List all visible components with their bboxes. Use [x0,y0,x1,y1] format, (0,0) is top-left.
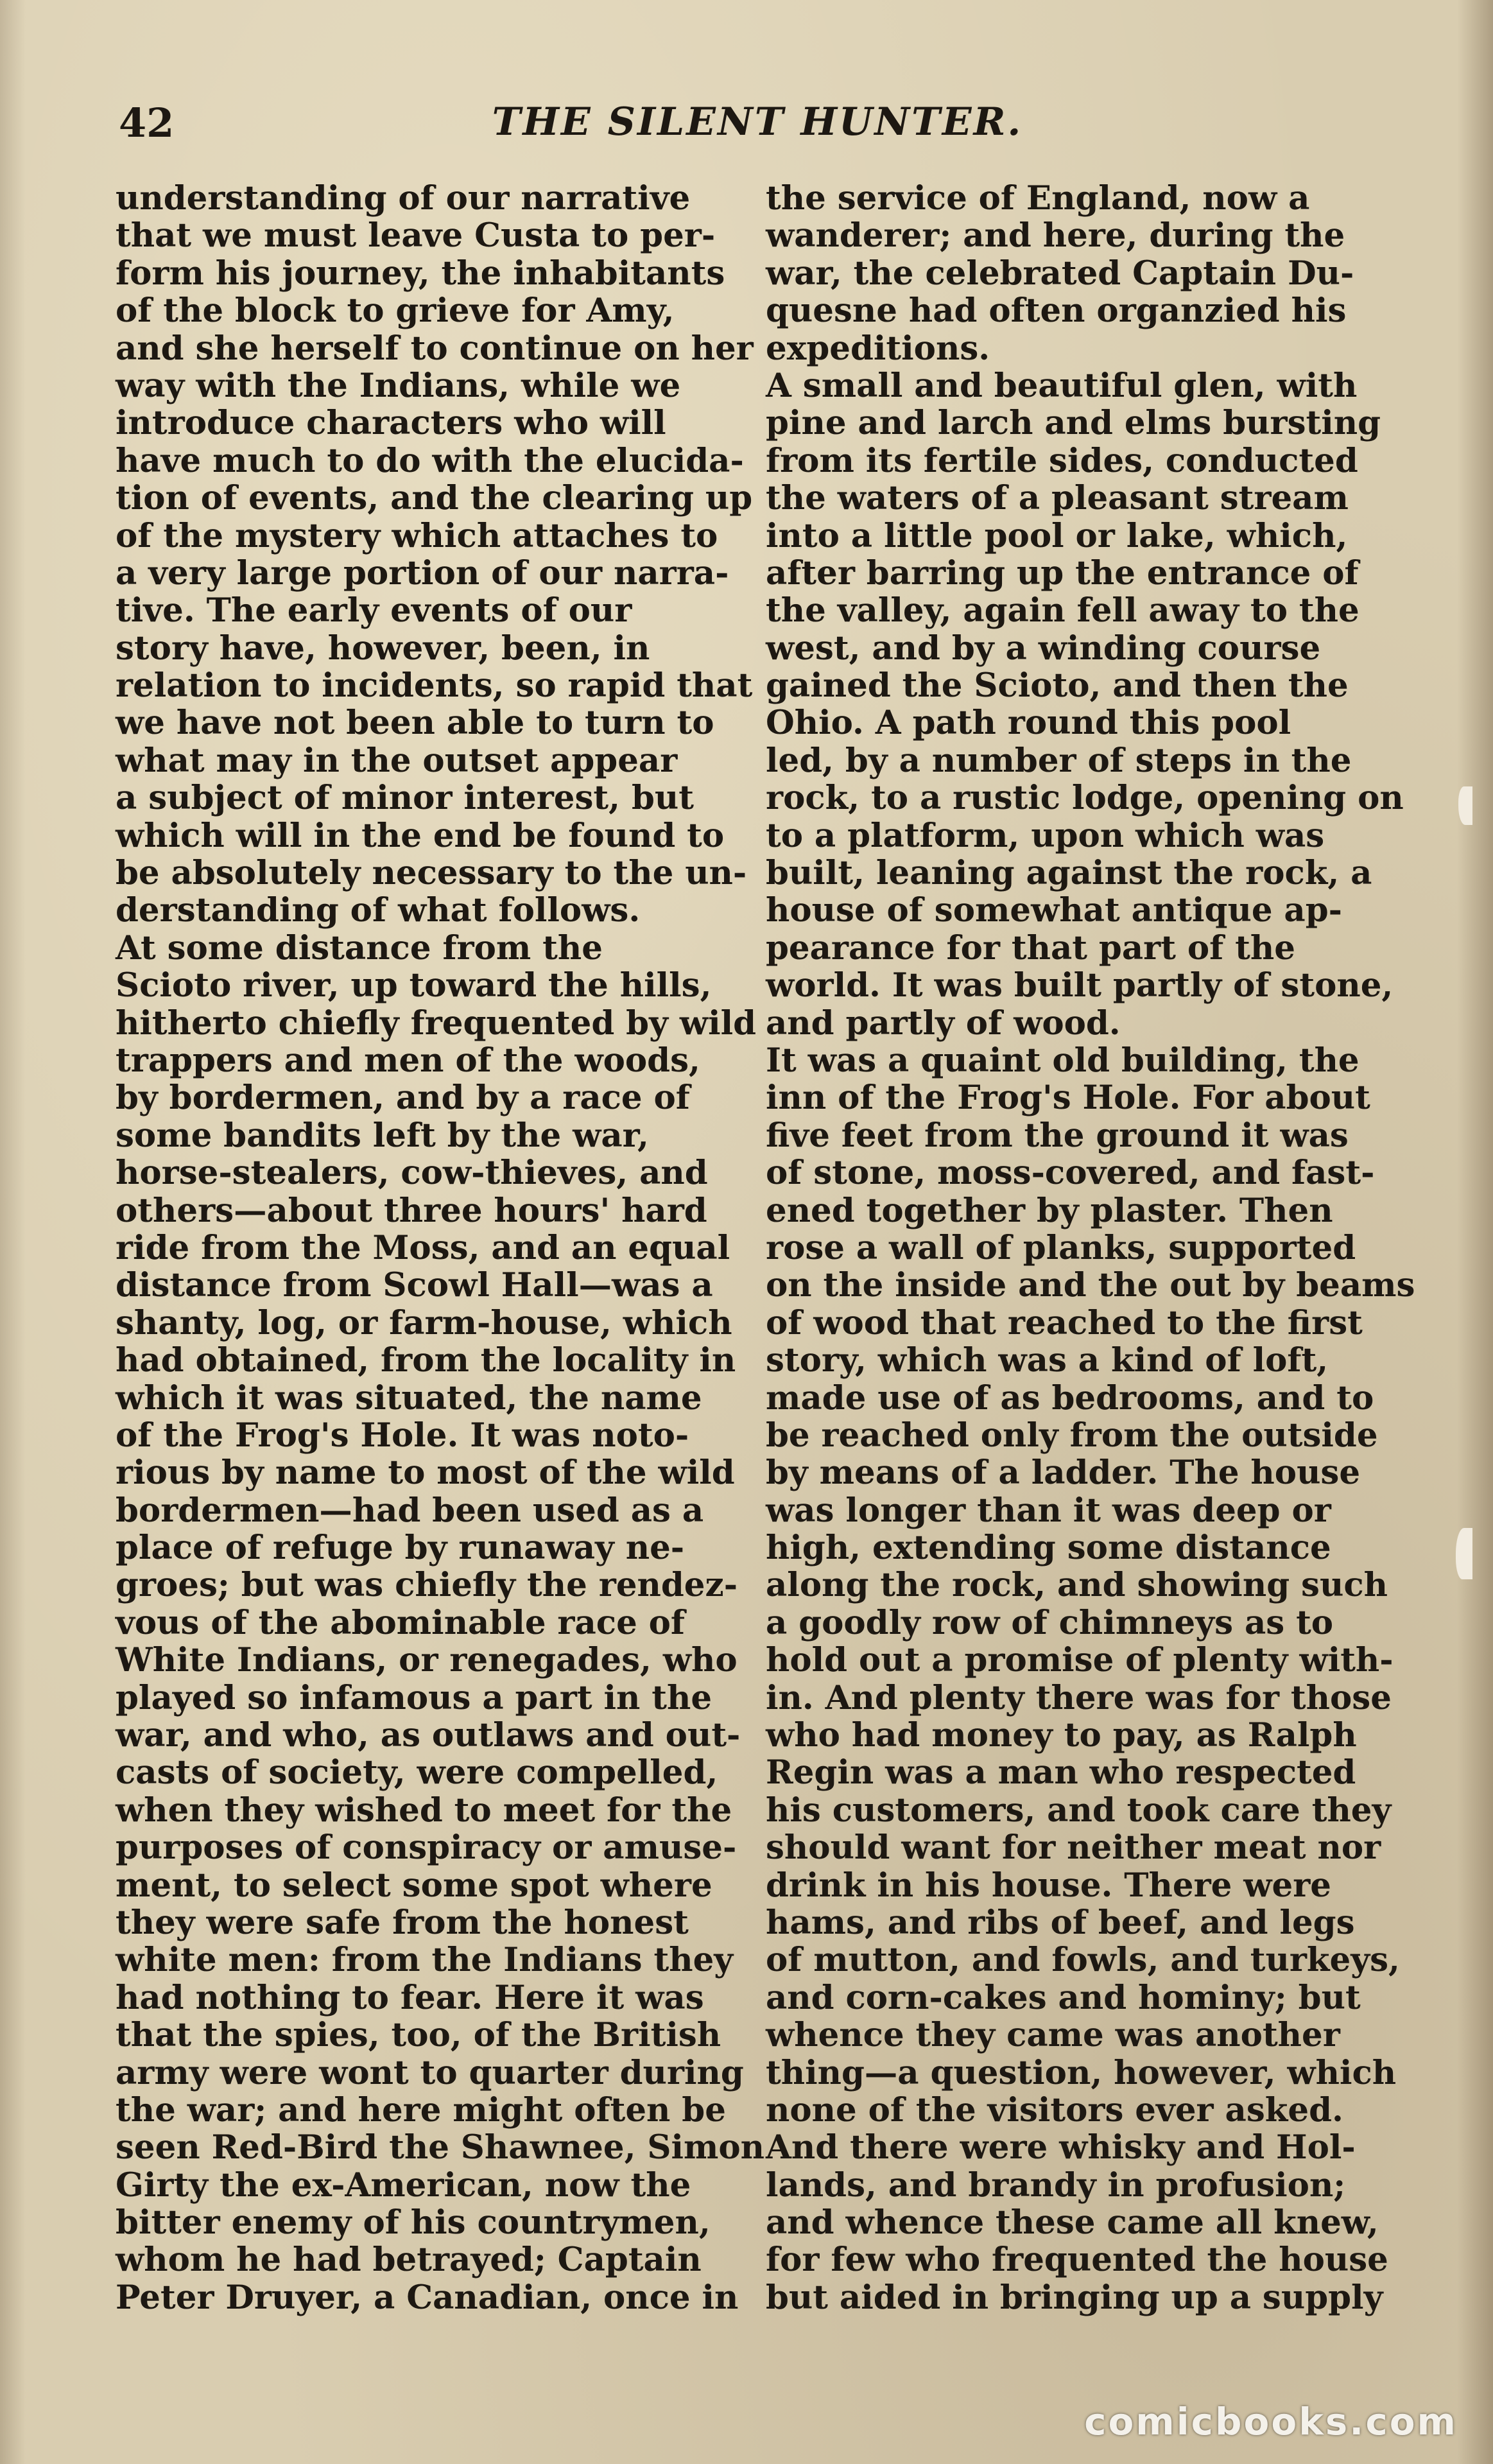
text-line: of mutton, and fowls, and turkeys, [766,1941,1400,1980]
text-line: Peter Druyer, a Canadian, once in [116,2278,739,2317]
text-line: derstanding of what follows. [116,891,641,930]
text-line: introduce characters who will [116,404,666,443]
text-line: way with the Indians, while we [116,366,681,405]
text-line: seen Red-Bird the Shawnee, Simon [116,2128,765,2167]
text-line: that the spies, too, of the British [116,2016,721,2055]
text-line: understanding of our narrative [116,179,691,218]
text-line: on the inside and the out by beams [766,1266,1415,1305]
text-line: which will in the end be found to [116,816,725,855]
text-line: Ohio. A path round this pool [766,704,1291,743]
text-line: bordermen—had been used as a [116,1491,704,1530]
text-line: inn of the Frog's Hole. For about [766,1079,1370,1118]
text-line: form his journey, the inhabitants [116,254,725,293]
text-line: should want for neither meat nor [766,1828,1381,1868]
text-line: and partly of wood. [766,1003,1121,1043]
text-line: we have not been able to turn to [116,704,714,743]
page-tear-mark [1458,786,1472,825]
text-line: the waters of a pleasant stream [766,479,1349,518]
text-line: hold out a promise of plenty with- [766,1641,1394,1680]
page-tear-mark [1456,1528,1472,1579]
text-line: of wood that reached to the first [766,1303,1363,1342]
text-line: rock, to a rustic lodge, opening on [766,779,1404,818]
text-line: whom he had betrayed; Captain [116,2241,702,2280]
text-line: of the Frog's Hole. It was noto- [116,1416,689,1455]
text-line: gained the Scioto, and then the [766,666,1349,706]
text-line: the service of England, now a [766,179,1310,218]
text-line: made use of as bedrooms, and to [766,1378,1374,1418]
text-line: white men: from the Indians they [116,1941,734,1980]
text-line: rious by name to most of the wild [116,1453,735,1493]
text-line: house of somewhat antique ap- [766,891,1342,930]
text-line: pine and larch and elms bursting [766,404,1381,443]
text-line: when they wished to meet for the [116,1791,732,1830]
text-line: after barring up the entrance of [766,553,1359,593]
text-line: rose a wall of planks, supported [766,1228,1356,1267]
text-line: place of refuge by runaway ne- [116,1529,685,1568]
text-line: Scioto river, up toward the hills, [116,966,712,1005]
text-line: had nothing to fear. Here it was [116,1978,704,2017]
text-line: be absolutely necessary to the un- [116,854,747,893]
text-line: for few who frequented the house [766,2241,1388,2280]
text-line: lands, and brandy in profusion; [766,2165,1346,2205]
text-line: At some distance from the [116,928,603,967]
text-line: what may in the outset appear [116,741,678,780]
text-line: thing—a question, however, which [766,2053,1397,2092]
page-header [119,100,1396,157]
text-line: story, which was a kind of loft, [766,1341,1329,1380]
text-line: world. It was built partly of stone, [766,966,1394,1005]
text-line: And there were whisky and Hol- [766,2128,1356,2167]
text-line: in. And plenty there was for those [766,1678,1392,1717]
text-line: of stone, moss-covered, and fast- [766,1154,1375,1193]
text-line: be reached only from the outside [766,1416,1378,1455]
text-line: five feet from the ground it was [766,1116,1349,1155]
text-line: and she herself to continue on her [116,329,754,368]
text-line: bitter enemy of his countrymen, [116,2203,711,2243]
text-line: along the rock, and showing such [766,1566,1388,1605]
text-line: war, and who, as outlaws and out- [116,1716,741,1755]
text-line: ment, to select some spot where [116,1866,712,1905]
running-title: THE SILENT HUNTER. [492,100,1023,144]
text-line: Girty the ex-American, now the [116,2165,691,2205]
text-line: expeditions. [766,329,990,368]
text-line: but aided in bringing up a supply [766,2278,1383,2317]
text-line: from its fertile sides, conducted [766,441,1358,480]
page-number: 42 [119,100,175,146]
watermark: comicbooks.com [1084,2400,1458,2443]
text-line: ride from the Moss, and an equal [116,1228,730,1267]
text-line: drink in his house. There were [766,1866,1331,1905]
text-line: some bandits left by the war, [116,1116,649,1155]
text-line: his customers, and took care they [766,1791,1392,1830]
text-line: tion of events, and the clearing up [116,479,753,518]
text-line: the war; and here might often be [116,2090,726,2130]
text-line: ened together by plaster. Then [766,1191,1333,1230]
text-line: played so infamous a part in the [116,1678,712,1717]
text-line: distance from Scowl Hall—was a [116,1266,713,1305]
text-line: White Indians, or renegades, who [116,1641,738,1680]
text-line: vous of the abominable race of [116,1603,686,1642]
text-line: others—about three hours' hard [116,1191,707,1230]
text-line: have much to do with the elucida- [116,441,744,480]
text-line: whence they came was another [766,2016,1340,2055]
text-line: they were safe from the honest [116,1903,689,1942]
text-line: tive. The early events of our [116,591,632,630]
text-line: high, extending some distance [766,1529,1331,1568]
text-line: shanty, log, or farm-house, which [116,1303,732,1342]
text-line: built, leaning against the rock, a [766,854,1372,893]
text-line: none of the visitors ever asked. [766,2090,1343,2130]
text-line: horse-stealers, cow-thieves, and [116,1154,708,1193]
text-line: the valley, again fell away to the [766,591,1359,630]
text-line: to a platform, upon which was [766,816,1325,855]
right-text-column [766,179,1415,2317]
text-line: into a little pool or lake, which, [766,516,1348,555]
text-line: was longer than it was deep or [766,1491,1331,1530]
text-line: purposes of conspiracy or amuse- [116,1828,737,1868]
text-line: a subject of minor interest, but [116,779,694,818]
text-line: of the block to grieve for Amy, [116,291,675,331]
text-line: a very large portion of our narra- [116,553,729,593]
text-line: A small and beautiful glen, with [766,366,1358,405]
text-line: that we must leave Custa to per- [116,216,716,256]
text-line: story have, however, been, in [116,629,650,668]
text-line: hams, and ribs of beef, and legs [766,1903,1355,1942]
text-line: which it was situated, the name [116,1378,702,1418]
text-line: groes; but was chiefly the rendez- [116,1566,738,1605]
text-line: It was a quaint old building, the [766,1041,1359,1080]
text-line: and whence these came all knew, [766,2203,1379,2243]
text-line: quesne had often organzied his [766,291,1347,331]
text-line: had obtained, from the locality in [116,1341,736,1380]
text-line: by means of a ladder. The house [766,1453,1361,1493]
text-line: trappers and men of the woods, [116,1041,700,1080]
text-line: war, the celebrated Captain Du- [766,254,1354,293]
text-line: pearance for that part of the [766,928,1295,967]
text-line: led, by a number of steps in the [766,741,1352,780]
text-line: west, and by a winding course [766,629,1321,668]
text-line: and corn-cakes and hominy; but [766,1978,1361,2017]
text-line: wanderer; and here, during the [766,216,1345,256]
text-line: Regin was a man who respected [766,1753,1356,1792]
text-line: army were wont to quarter during [116,2053,744,2092]
text-line: who had money to pay, as Ralph [766,1716,1357,1755]
text-line: hitherto chiefly frequented by wild [116,1003,757,1043]
left-text-column [116,179,765,2317]
text-line: a goodly row of chimneys as to [766,1603,1334,1642]
text-line: relation to incidents, so rapid that [116,666,753,706]
text-line: by bordermen, and by a race of [116,1079,690,1118]
text-line: of the mystery which attaches to [116,516,718,555]
text-line: casts of society, were compelled, [116,1753,718,1792]
